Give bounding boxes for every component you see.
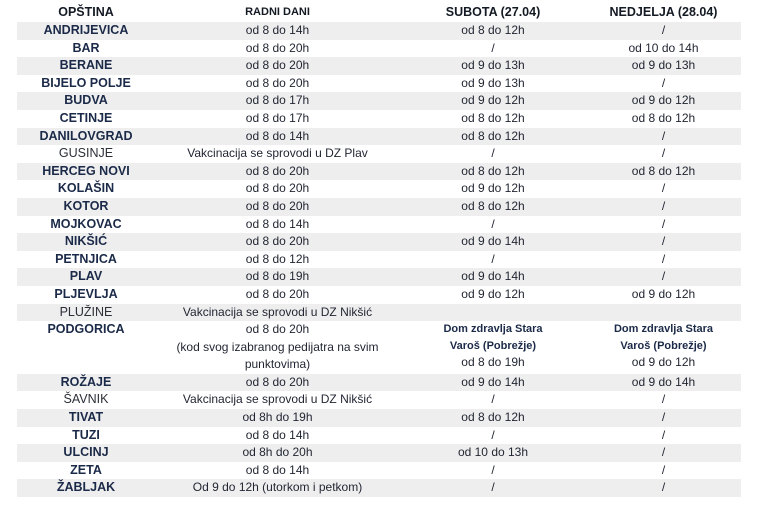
- sunday-cell: /: [586, 128, 741, 146]
- municipality-cell: ANDRIJEVICA: [17, 22, 155, 40]
- weekdays-cell: od 8 do 19h: [155, 268, 400, 286]
- saturday-cell: od 8 do 12h: [400, 110, 586, 128]
- table-row-niksic: [17, 233, 741, 251]
- saturday-cell: od 9 do 13h: [400, 75, 586, 93]
- weekdays-note-line-1: (kod svog izabranog pedijatra na svim: [176, 339, 379, 354]
- municipality-cell: BIJELO POLJE: [17, 75, 155, 93]
- header-weekdays: RADNI DANI: [245, 6, 310, 19]
- weekdays-hours: od 8 do 20h: [245, 322, 310, 337]
- header-sunday: NEDJELJA (28.04): [609, 5, 718, 20]
- sunday-cell: /: [586, 75, 741, 93]
- saturday-hours: od 8 do 19h: [461, 355, 525, 370]
- weekdays-cell: od 8 do 17h: [155, 92, 400, 110]
- sunday-hours: od 9 do 12h: [631, 355, 696, 370]
- saturday-cell: /: [400, 216, 586, 234]
- table-row-kotor: [17, 198, 741, 216]
- municipality-cell: NIKŠIĆ: [17, 233, 155, 251]
- table-row-podgorica: [17, 321, 741, 374]
- weekdays-cell: od 8 do 14h: [155, 128, 400, 146]
- sunday-cell: od 8 do 12h: [586, 163, 741, 181]
- table-row-mojkovac: [17, 216, 741, 234]
- municipality-cell: ŠAVNIK: [17, 391, 155, 409]
- saturday-cell: od 10 do 13h: [400, 444, 586, 462]
- saturday-cell: od 9 do 12h: [400, 92, 586, 110]
- weekdays-cell: od 8 do 20h: [155, 374, 400, 392]
- saturday-cell: od 9 do 14h: [400, 374, 586, 392]
- saturday-location-line-1: Dom zdravlja Stara: [443, 323, 543, 336]
- sunday-cell: od 10 do 14h: [586, 40, 741, 58]
- weekdays-cell: od 8 do 20h: [155, 40, 400, 58]
- sunday-cell: /: [586, 22, 741, 40]
- vaccination-schedule-table: [17, 4, 741, 497]
- weekdays-cell: od 8h do 19h: [155, 409, 400, 427]
- sunday-cell: /: [586, 391, 741, 409]
- weekdays-cell: Vakcinacija se sprovodi u DZ Nikšić: [155, 391, 400, 409]
- municipality-cell: PODGORICA: [17, 321, 155, 374]
- saturday-cell: /: [400, 40, 586, 58]
- sunday-cell: /: [586, 427, 741, 445]
- sunday-cell: /: [586, 462, 741, 480]
- saturday-cell: od 8 do 12h: [400, 22, 586, 40]
- weekdays-cell: od 8 do 20h: [155, 180, 400, 198]
- sunday-cell: [586, 321, 741, 374]
- saturday-cell: od 9 do 14h: [400, 268, 586, 286]
- municipality-cell: BUDVA: [17, 92, 155, 110]
- sunday-cell: /: [586, 444, 741, 462]
- municipality-cell: KOTOR: [17, 198, 155, 216]
- municipality-cell: PLAV: [17, 268, 155, 286]
- table-row-ulcinj: [17, 444, 741, 462]
- municipality-cell: PETNJICA: [17, 251, 155, 269]
- saturday-cell: od 8 do 12h: [400, 128, 586, 146]
- weekdays-cell: od 8h do 20h: [155, 444, 400, 462]
- sunday-cell: /: [586, 216, 741, 234]
- municipality-cell: HERCEG NOVI: [17, 163, 155, 181]
- municipality-cell: TIVAT: [17, 409, 155, 427]
- weekdays-note-line-2: punktovima): [244, 357, 311, 372]
- table-row-savnik: [17, 391, 741, 409]
- saturday-cell: od 9 do 12h: [400, 180, 586, 198]
- table-row-zeta: [17, 462, 741, 480]
- table-row-danilovgrad: [17, 128, 741, 146]
- table-row-tuzi: [17, 427, 741, 445]
- municipality-cell: MOJKOVAC: [17, 216, 155, 234]
- weekdays-cell: Od 9 do 12h (utorkom i petkom): [155, 479, 400, 497]
- municipality-cell: KOLAŠIN: [17, 180, 155, 198]
- sunday-cell: /: [586, 479, 741, 497]
- table-row-bijelo-polje: [17, 75, 741, 93]
- saturday-location-line-2: Varoš (Pobrežje): [449, 339, 537, 352]
- table-row-tivat: [17, 409, 741, 427]
- table-row-herceg-novi: [17, 163, 741, 181]
- municipality-cell: BAR: [17, 40, 155, 58]
- sunday-cell: /: [586, 145, 741, 163]
- weekdays-cell: od 8 do 14h: [155, 216, 400, 234]
- header-saturday: SUBOTA (27.04): [445, 5, 541, 20]
- municipality-cell: TUZI: [17, 427, 155, 445]
- saturday-cell: /: [400, 462, 586, 480]
- municipality-cell: PLJEVLJA: [17, 286, 155, 304]
- saturday-cell: /: [400, 251, 586, 269]
- saturday-cell: /: [400, 391, 586, 409]
- weekdays-cell: od 8 do 20h: [155, 233, 400, 251]
- sunday-cell: /: [586, 180, 741, 198]
- weekdays-cell: od 8 do 14h: [155, 22, 400, 40]
- table-row-pljevlja: [17, 286, 741, 304]
- table-row-rozaje: [17, 374, 741, 392]
- table-row-cetinje: [17, 110, 741, 128]
- header-municipality: OPŠTINA: [58, 5, 114, 20]
- saturday-cell: /: [400, 427, 586, 445]
- weekdays-cell: od 8 do 20h: [155, 198, 400, 216]
- sunday-cell: od 9 do 13h: [586, 57, 741, 75]
- weekdays-cell: od 8 do 14h: [155, 462, 400, 480]
- municipality-cell: ROŽAJE: [17, 374, 155, 392]
- sunday-location-line-2: Varoš (Pobrežje): [620, 339, 707, 352]
- municipality-cell: PLUŽINE: [17, 304, 155, 322]
- sunday-location-line-1: Dom zdravlja Stara: [613, 323, 714, 336]
- sunday-cell: od 9 do 12h: [586, 92, 741, 110]
- sunday-cell: [586, 304, 741, 322]
- weekdays-cell: od 8 do 20h: [155, 286, 400, 304]
- municipality-cell: DANILOVGRAD: [17, 128, 155, 146]
- table-row-budva: [17, 92, 741, 110]
- saturday-cell: od 8 do 12h: [400, 409, 586, 427]
- table-row-bar: [17, 40, 741, 58]
- saturday-cell: [400, 304, 586, 322]
- sunday-cell: /: [586, 409, 741, 427]
- table-row-zabljak: [17, 479, 741, 497]
- weekdays-cell: od 8 do 17h: [155, 110, 400, 128]
- sunday-cell: od 8 do 12h: [586, 110, 741, 128]
- sunday-cell: /: [586, 233, 741, 251]
- weekdays-cell: od 8 do 20h: [155, 163, 400, 181]
- municipality-cell: ZETA: [17, 462, 155, 480]
- table-row-gusinje: [17, 145, 741, 163]
- sunday-cell: /: [586, 268, 741, 286]
- saturday-cell: [400, 321, 586, 374]
- weekdays-cell: Vakcinacija se sprovodi u DZ Plav: [155, 145, 400, 163]
- table-row-plav: [17, 268, 741, 286]
- sunday-cell: od 9 do 14h: [586, 374, 741, 392]
- weekdays-cell: od 8 do 14h: [155, 427, 400, 445]
- municipality-cell: ULCINJ: [17, 444, 155, 462]
- saturday-cell: od 9 do 14h: [400, 233, 586, 251]
- table-row-andrijevica: [17, 22, 741, 40]
- municipality-cell: ŽABLJAK: [17, 479, 155, 497]
- weekdays-cell: [155, 321, 400, 374]
- municipality-cell: CETINJE: [17, 110, 155, 128]
- sunday-cell: od 9 do 12h: [586, 286, 741, 304]
- table-row-kolasin: [17, 180, 741, 198]
- weekdays-cell: od 8 do 20h: [155, 75, 400, 93]
- weekdays-cell: od 8 do 12h: [155, 251, 400, 269]
- sunday-cell: /: [586, 251, 741, 269]
- saturday-cell: /: [400, 145, 586, 163]
- saturday-cell: od 9 do 12h: [400, 286, 586, 304]
- saturday-cell: od 8 do 12h: [400, 163, 586, 181]
- table-row-petnjica: [17, 251, 741, 269]
- weekdays-cell: od 8 do 20h: [155, 57, 400, 75]
- saturday-cell: od 9 do 13h: [400, 57, 586, 75]
- table-row-pluzine: [17, 304, 741, 322]
- sunday-cell: /: [586, 198, 741, 216]
- municipality-cell: BERANE: [17, 57, 155, 75]
- saturday-cell: od 8 do 12h: [400, 198, 586, 216]
- weekdays-cell: Vakcinacija se sprovodi u DZ Nikšić: [155, 304, 400, 322]
- municipality-cell: GUSINJE: [17, 145, 155, 163]
- header-row: [17, 4, 741, 22]
- table-row-berane: [17, 57, 741, 75]
- saturday-cell: /: [400, 479, 586, 497]
